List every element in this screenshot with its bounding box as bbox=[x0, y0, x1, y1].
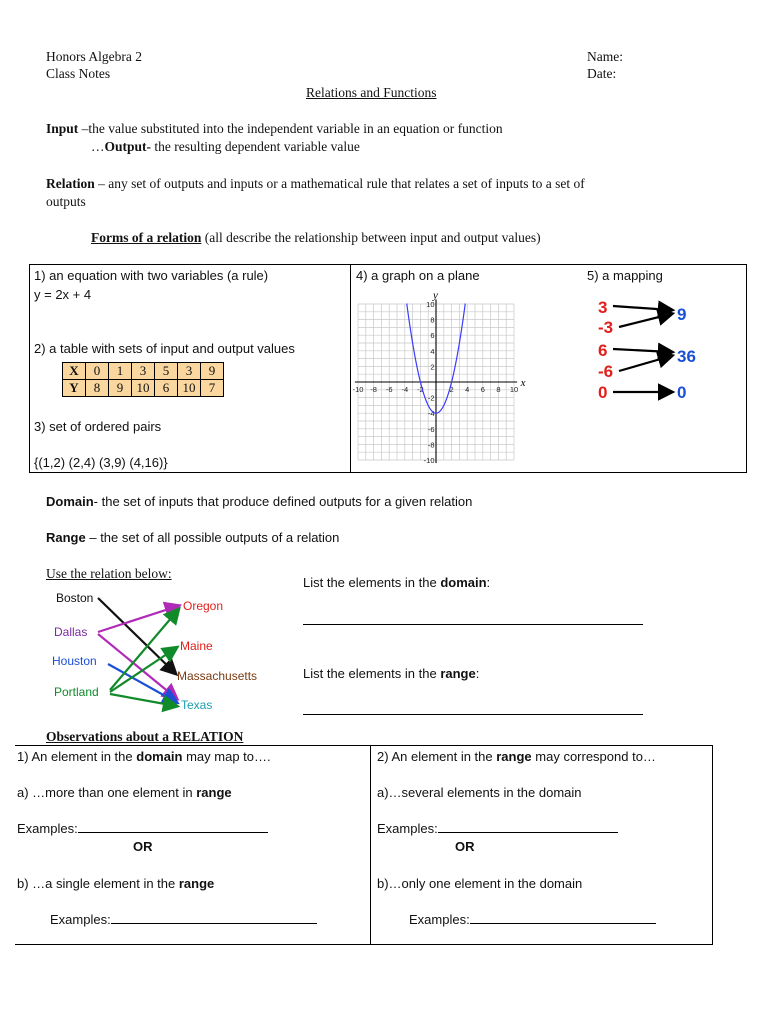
obs-right-examples-b bbox=[409, 912, 656, 927]
ordered-pairs: {(1,2) (2,4) (3,9) (4,16)} bbox=[34, 455, 168, 470]
obs-left-b bbox=[17, 876, 214, 891]
obs-right-intro-suffix: may correspond to… bbox=[531, 749, 656, 764]
table-cell: 1 bbox=[109, 363, 132, 380]
obs-left-intro bbox=[17, 749, 271, 764]
input-text: –the value substituted into the independent variable in an equation or function bbox=[78, 121, 503, 136]
y-tick-label: -2 bbox=[427, 393, 435, 403]
mapping-arrow bbox=[619, 314, 671, 327]
range-term: Range bbox=[46, 530, 86, 545]
y-tick-label: -4 bbox=[427, 409, 435, 419]
obs-left-a-term: range bbox=[196, 785, 232, 800]
mapping-diagram bbox=[595, 294, 715, 406]
output-definition bbox=[91, 139, 360, 155]
examples-answer-line[interactable] bbox=[438, 832, 618, 833]
list-domain-prefix: List the elements in the bbox=[303, 575, 441, 590]
obs-right-intro-prefix: 2) An element in the bbox=[377, 749, 497, 764]
relation-definition bbox=[46, 176, 585, 192]
obs-left-a-prefix: a) …more than one element in bbox=[17, 785, 197, 800]
forms-heading-term: Forms of a relation bbox=[91, 230, 202, 245]
mapping-input: -3 bbox=[598, 318, 614, 337]
obs-left-intro-term: domain bbox=[136, 749, 183, 764]
obs-left-a bbox=[17, 785, 232, 800]
forms-divider bbox=[350, 265, 351, 472]
obs-left-examples-a bbox=[17, 821, 268, 836]
y-header: Y bbox=[63, 380, 86, 397]
y-tick-label: -8 bbox=[427, 440, 435, 450]
y-tick-label: -10 bbox=[423, 456, 435, 465]
colon: : bbox=[475, 666, 480, 681]
state-label: Oregon bbox=[183, 599, 224, 613]
y-tick-label: 8 bbox=[430, 315, 435, 325]
city-label: Dallas bbox=[54, 625, 88, 639]
range-definition bbox=[46, 530, 339, 545]
city-state-diagram bbox=[50, 586, 275, 716]
table-row-x bbox=[63, 363, 224, 380]
y-tick-label: 10 bbox=[426, 300, 435, 309]
city-label: Boston bbox=[56, 591, 94, 605]
table-cell: 3 bbox=[178, 363, 201, 380]
list-domain-term: domain bbox=[440, 575, 487, 590]
input-term: Input bbox=[46, 121, 79, 136]
table-row-y bbox=[63, 380, 224, 397]
obs-left-intro-suffix: may map to…. bbox=[182, 749, 271, 764]
course-title: Honors Algebra 2 bbox=[46, 49, 142, 64]
pairs-label: 3) set of ordered pairs bbox=[34, 419, 162, 434]
equation-label: 1) an equation with two variables (a rule) bbox=[34, 268, 269, 283]
obs-right-examples-a bbox=[377, 821, 618, 836]
domain-text: - the set of inputs that produce defined outputs for a given relation bbox=[93, 494, 473, 509]
city-label: Houston bbox=[52, 654, 97, 668]
relation-definition-cont: outputs bbox=[46, 194, 86, 209]
table-cell: 0 bbox=[86, 363, 109, 380]
output-text: the resulting dependent variable value bbox=[151, 139, 360, 154]
y-tick-label: -6 bbox=[427, 424, 435, 434]
examples-label: Examples: bbox=[409, 912, 470, 927]
obs-left-intro-prefix: 1) An element in the bbox=[17, 749, 137, 764]
obs-bottom-border bbox=[15, 944, 713, 945]
table-cell: 8 bbox=[86, 380, 109, 397]
relation-term: Relation bbox=[46, 176, 95, 191]
relation-arrow bbox=[110, 610, 178, 690]
x-axis-label: x bbox=[520, 377, 526, 389]
mapping-output: 36 bbox=[677, 347, 696, 366]
domain-answer-line[interactable] bbox=[303, 624, 643, 625]
name-label: Name: bbox=[587, 49, 623, 64]
y-axis-label: y bbox=[433, 289, 438, 302]
obs-left-examples-b bbox=[50, 912, 317, 927]
mapping-input: -6 bbox=[598, 362, 614, 381]
y-tick-label: 4 bbox=[430, 346, 435, 356]
range-answer-line[interactable] bbox=[303, 714, 643, 715]
examples-label: Examples: bbox=[17, 821, 78, 836]
y-tick-label: 6 bbox=[430, 331, 435, 341]
graph-label: 4) a graph on a plane bbox=[356, 268, 480, 283]
table-label: 2) a table with sets of input and output values bbox=[34, 341, 295, 356]
mapping-input: 3 bbox=[598, 298, 608, 317]
mapping-arrow bbox=[613, 349, 671, 352]
obs-right-b: b)…only one element in the domain bbox=[377, 876, 583, 891]
examples-label: Examples: bbox=[50, 912, 111, 927]
mapping-label: 5) a mapping bbox=[587, 268, 663, 283]
mapping-input: 0 bbox=[598, 383, 608, 402]
use-relation-label: Use the relation below: bbox=[46, 566, 172, 581]
state-label: Maine bbox=[180, 639, 213, 653]
table-cell: 10 bbox=[132, 380, 155, 397]
mapping-output: 0 bbox=[677, 383, 687, 402]
examples-label: Examples: bbox=[377, 821, 438, 836]
relation-text: – any set of outputs and inputs or a mathematical rule that relates a set of inputs to a set of bbox=[94, 176, 585, 191]
obs-left-b-term: range bbox=[178, 876, 215, 891]
table-cell: 3 bbox=[132, 363, 155, 380]
mapping-output: 9 bbox=[677, 305, 687, 324]
relation-arrow bbox=[98, 598, 175, 673]
mapping-input: 6 bbox=[598, 341, 608, 360]
city-label: Portland bbox=[54, 685, 99, 699]
state-label: Massachusetts bbox=[177, 669, 258, 683]
x-tick-label: -8 bbox=[370, 385, 377, 394]
y-tick-label: 2 bbox=[430, 362, 435, 372]
observations-heading: Observations about a RELATION bbox=[46, 729, 244, 744]
mapping-arrow bbox=[613, 306, 671, 310]
obs-right-intro bbox=[377, 749, 656, 764]
x-tick-label: -4 bbox=[401, 385, 409, 394]
obs-left-or: OR bbox=[133, 839, 153, 854]
list-range-term: range bbox=[440, 666, 476, 681]
obs-right-intro-term: range bbox=[496, 749, 532, 764]
parabola-graph bbox=[352, 284, 536, 468]
forms-note: (all describe the relationship between input and output values) bbox=[201, 230, 541, 245]
range-text: – the set of all possible outputs of a relation bbox=[85, 530, 340, 545]
obs-top-border bbox=[15, 745, 713, 746]
obs-right-a: a)…several elements in the domain bbox=[377, 785, 582, 800]
date-label: Date: bbox=[587, 66, 617, 81]
table-cell: 6 bbox=[155, 380, 178, 397]
list-range-prefix: List the elements in the bbox=[303, 666, 441, 681]
colon: : bbox=[486, 575, 491, 590]
x-tick-label: -6 bbox=[385, 385, 393, 394]
output-prefix: … bbox=[91, 139, 105, 154]
table-cell: 7 bbox=[201, 380, 224, 397]
obs-right-border bbox=[712, 745, 713, 945]
page-title: Relations and Functions bbox=[306, 85, 437, 100]
domain-term: Domain bbox=[46, 494, 94, 509]
xy-table bbox=[62, 362, 224, 397]
output-term: Output- bbox=[104, 139, 152, 154]
table-cell: 10 bbox=[178, 380, 201, 397]
list-domain-prompt bbox=[303, 575, 490, 590]
equation: y = 2x + 4 bbox=[34, 287, 92, 302]
input-definition bbox=[46, 121, 503, 137]
x-tick-label: 4 bbox=[465, 385, 470, 394]
x-header: X bbox=[63, 363, 86, 380]
mapping-arrow bbox=[619, 356, 671, 371]
domain-definition bbox=[46, 494, 472, 509]
x-tick-label: 8 bbox=[496, 385, 501, 394]
class-notes-label: Class Notes bbox=[46, 66, 111, 81]
x-tick-label: 6 bbox=[480, 385, 485, 394]
x-tick-label: 10 bbox=[509, 385, 519, 394]
examples-answer-line[interactable] bbox=[111, 923, 317, 924]
examples-answer-line[interactable] bbox=[470, 923, 656, 924]
obs-left-b-prefix: b) …a single element in the bbox=[17, 876, 179, 891]
table-cell: 5 bbox=[155, 363, 178, 380]
table-cell: 9 bbox=[109, 380, 132, 397]
state-label: Texas bbox=[181, 698, 213, 712]
obs-divider bbox=[370, 745, 371, 945]
forms-heading bbox=[91, 230, 541, 246]
table-cell: 9 bbox=[201, 363, 224, 380]
list-range-prompt bbox=[303, 666, 479, 681]
x-tick-label: 2 bbox=[449, 385, 454, 394]
x-tick-label: -10 bbox=[352, 385, 364, 394]
x-tick-label: -2 bbox=[417, 385, 424, 394]
examples-answer-line[interactable] bbox=[78, 832, 268, 833]
obs-right-or: OR bbox=[455, 839, 475, 854]
